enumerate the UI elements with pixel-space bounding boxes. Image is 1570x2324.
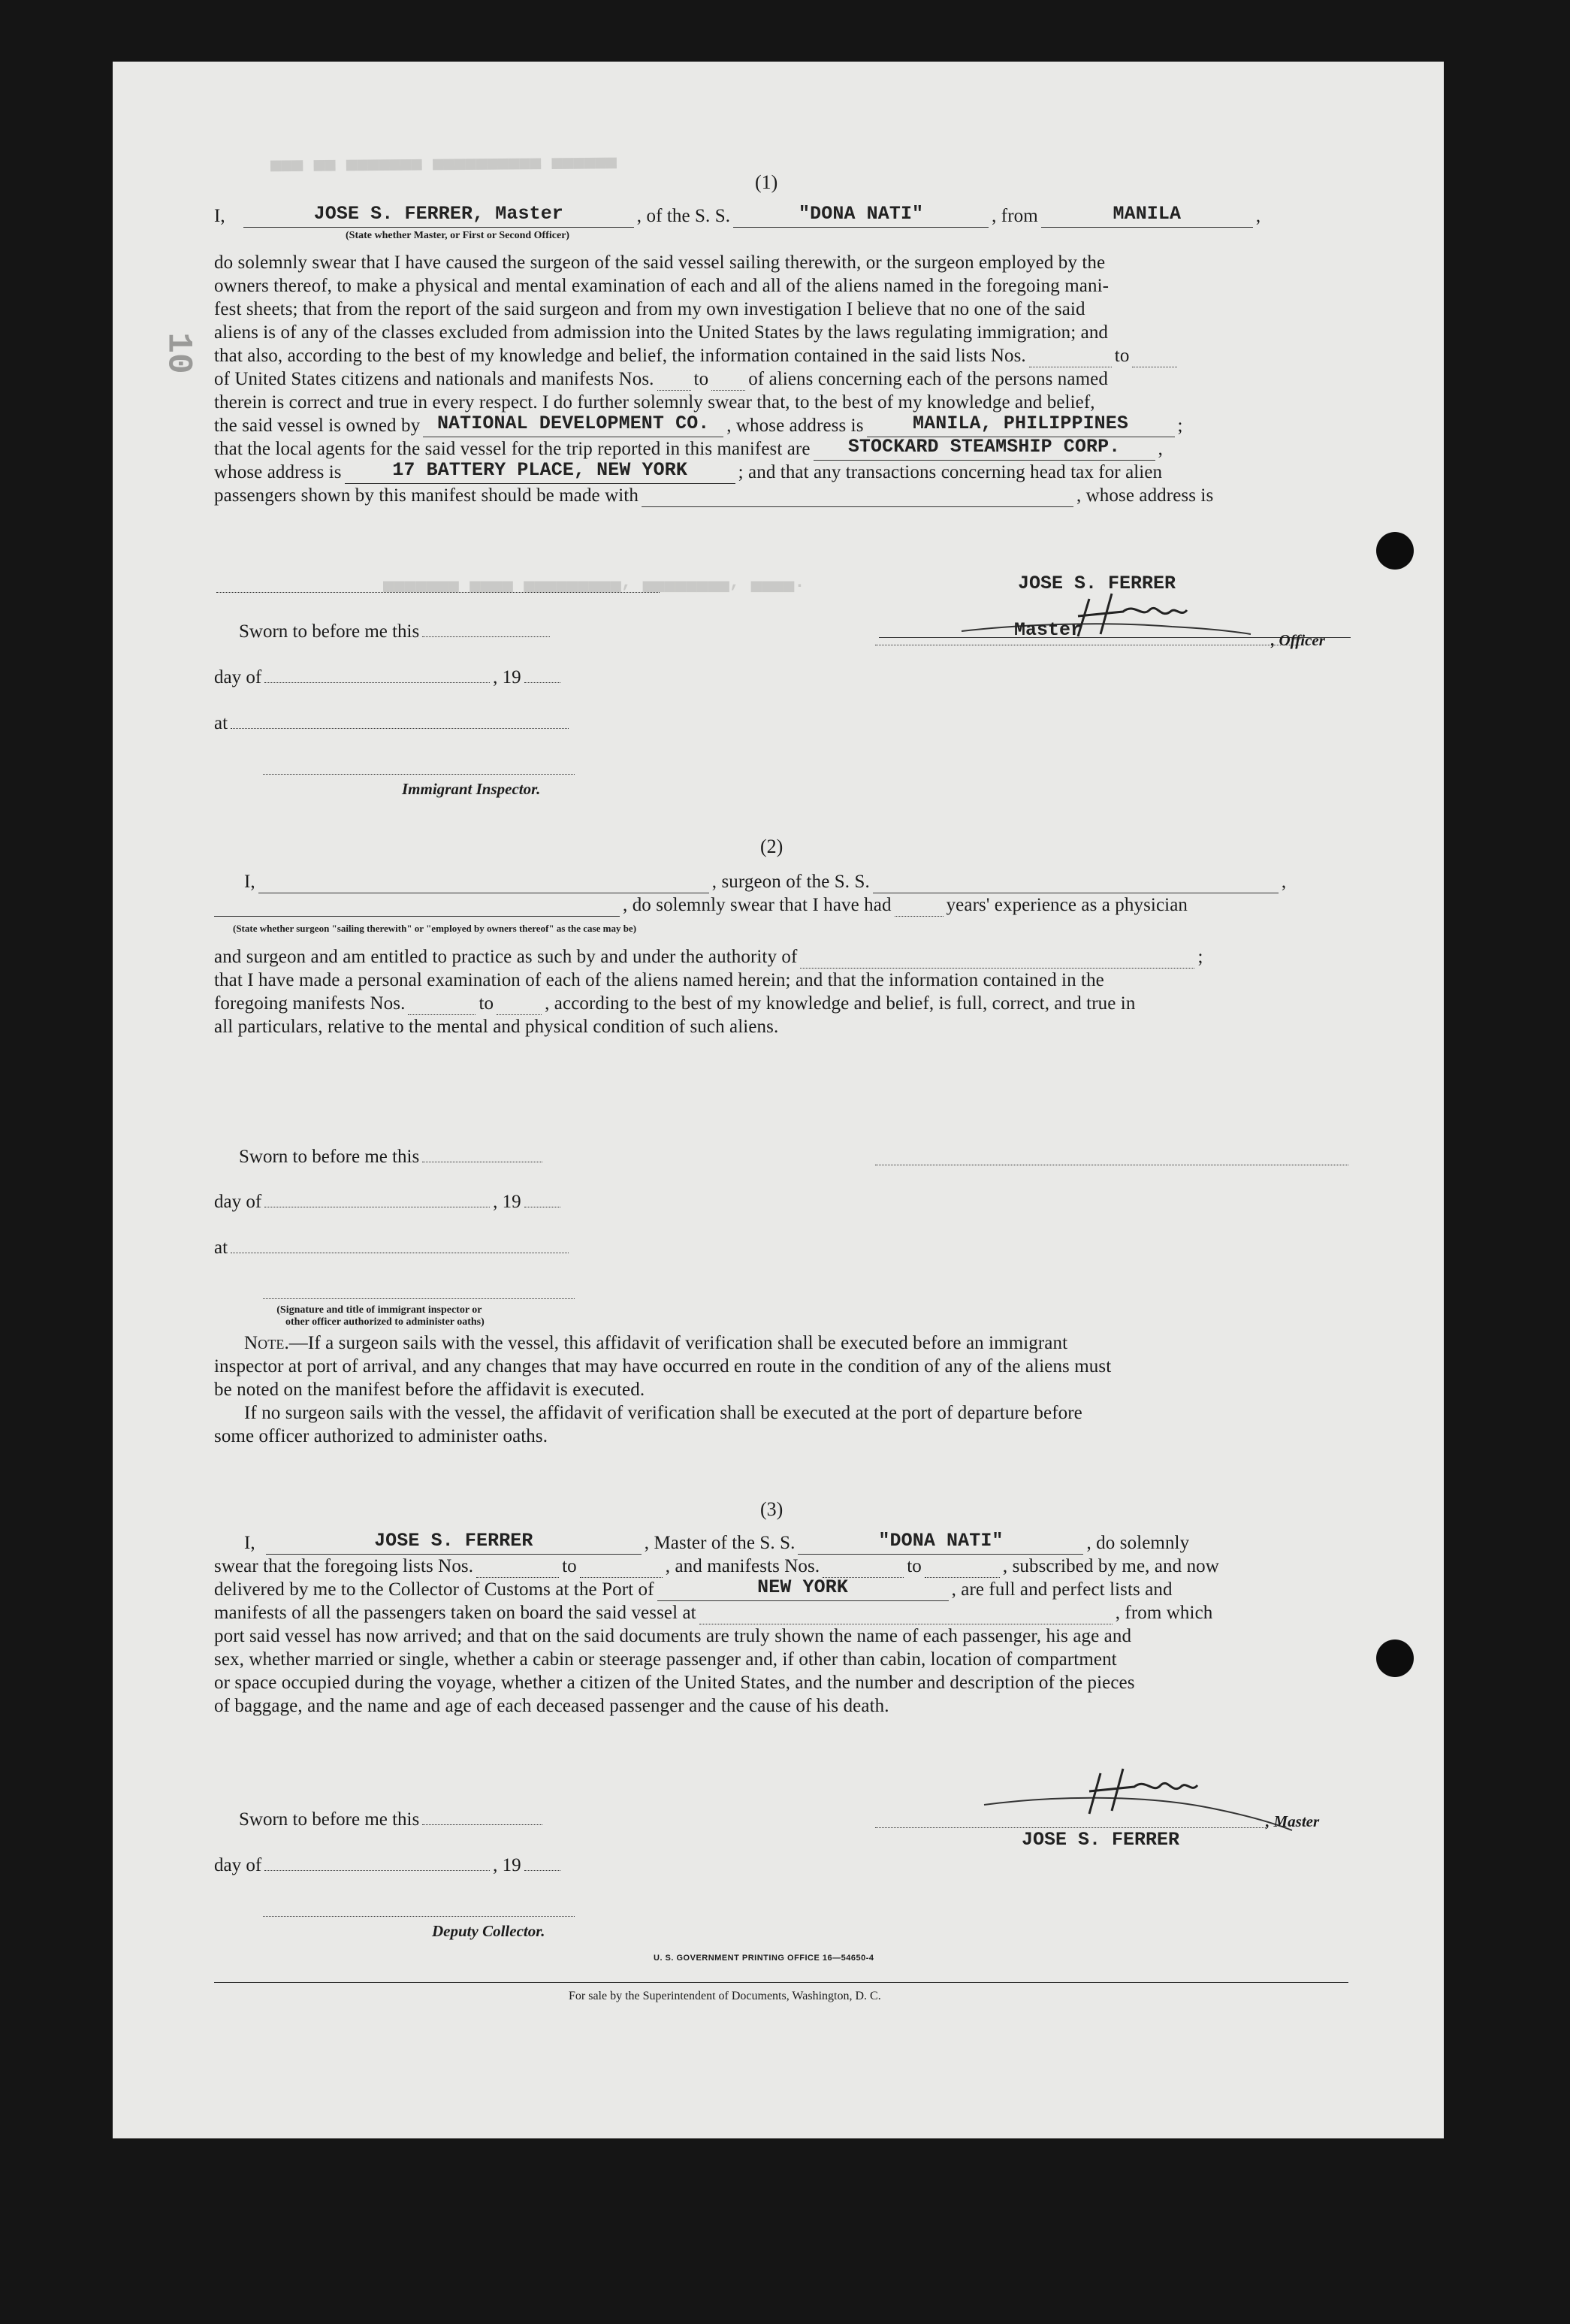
immigrant-inspector-label: Immigrant Inspector.	[402, 780, 541, 798]
manifest-affidavit-page: ▄▄▄ ▄▄ ▄▄▄▄▄▄▄ ▄▄▄▄▄▄▄▄▄▄ ▄▄▄▄▄▄ ▄▄▄▄▄▄▄ ▄▄▄▄ ▄▄▄▄▄▄▄▄▄, ▄▄▄▄▄▄▄▄, ▄▄▄▄. 10 (1) I, JOSE S. FERRER, Master , of the S. S. "DONA NATI" , from MANILA , (State whether Master, or First or Second Officer) do solemnly swear that I have caused the surgeon of the said vessel sailing therewith, or the surgeon employed by the owners thereof, to make a physical and mental examination of each and all of the aliens named in the foregoing mani- fest sheets; that from the report of the said surgeon and from my own investigation I believe that no one of the said aliens is of any of the classes excluded from admission into the United States by the laws regulating immigration; and that also, according to the best of my knowledge and belief, the information contained in the said lists Nos. to of United States citizens and nationals and manifests Nos. to of aliens concerning each of the persons named therein is correct and true in every respect. I do further solemnly swear that, to the best of my knowledge and belief, the said vessel is owned by NATIONAL DEVELOPMENT CO. , whose address is MANILA, PHILIPPINES ; that the local agents for the said vessel for the trip reported in this manifest are STOCKARD STEAMSHIP CORP. , whose address is 17 BATTERY PLACE, NEW YORK ; and that any transactions concerning head tax for alien passengers shown by this manifest should be made with , whose address is Sworn to before me this day of , 19 at Immigrant Inspector. JOSE S. FERRER Master , Officer (2) I, , surgeon of the S. S. , , do solemnly swear that I have had years' experience as a physician (State whether surgeon "sailing therewith" or "employed by owners thereof" as the case may be) and surgeon and am entitled to practice as such by and under the authority of ; that I have made a personal examination of each of the aliens named herein; and that the information contained in the foregoing manifests Nos. to , according to the best of my knowledge and belief, is full, correct, and true in all particulars, relative to the mental and physical condition of such aliens. Sworn to before me this day of , 19 at (Signature and title of immigrant inspector or other officer authorized to administer oaths) Note. —If a surgeon sails with the vessel, this affidavit of verification shall be executed before an immigrant inspector at port of arrival, and any changes that may have occurred en route in the condition of any of the aliens must be noted on the manifest before the affidavit is executed. If no surgeon sails with the vessel, the affidavit of verification shall be executed at the port of departure before some officer authorized to administer oaths. (3) I, JOSE S. FERRER , Master of the S. S. "DONA NATI" , do solemnly swear that the foregoing lists Nos. to , and manifests Nos. to , subscribed by me, and now delivered by me to the Collector of Customs at the Port of NEW YORK , are full and perfect lists and manifests of all the passengers taken on board the said vessel at , from which port said vessel has now arrived; and that on the said documents are truly shown the name of each passenger, his age and sex, whether married or single, whether a cabin or steerage passenger and, if other than cabin, location of compartment or space occupied during the voyage, whether a citizen of the United States, and the number and description of the pieces of baggage, and the name and age of each deceased passenger and the cause of his death. Sworn to before me this , Master JOSE S. FERRER day of , 19 Deputy Collector. U. S. GOVERNMENT PRINTING OFFICE 16—54650-4 For sale by the Superintendent of Documents, Washington, D. C.	[113, 62, 1444, 2138]
head-tax-field	[642, 490, 1073, 507]
master-typed-name: JOSE S. FERRER	[1018, 573, 1176, 594]
s2-note-paragraph: Note. —If a surgeon sails with the vessel, this affidavit of verification shall be executed before an immigrant inspector at port of arrival, and any changes that may have occurred en route in the condition of any of the aliens must be noted on the manifest before the affidavit is executed. If no surgeon sails with the vessel, the affidavit of verification shall be executed at the port of departure before some officer authorized to administer oaths.	[214, 1333, 1112, 1446]
surgeon-vessel-field	[873, 876, 1279, 893]
s1-line-1: I, JOSE S. FERRER, Master , of the S. S. "DONA NATI" , from MANILA ,	[214, 203, 1261, 226]
s2-paragraph: and surgeon and am entitled to practice as such by and under the authority of ; that I have made a personal examination of each of the aliens named herein; and that the information contained in the foregoing manifests Nos. to , according to the best of my knowledge and belief, is full, correct, and true in all particulars, relative to the mental and physical condition of such aliens.	[214, 947, 1203, 1037]
s1-paragraph: do solemnly swear that I have caused the surgeon of the said vessel sailing therewith, or the surgeon employed by the owners thereof, to make a physical and mental examination of each and all of the aliens named in the foregoing mani- fest sheets; that from the report of the said surgeon and from my own investigation I believe that no one of the said aliens is of any of the classes excluded from admission into the United States by the laws regulating immigration; and that also, according to the best of my knowledge and belief, the information contained in the said lists Nos. to of United States citizens and nationals and manifests Nos. to of aliens concerning each of the persons named therein is correct and true in every respect. I do further solemnly swear that, to the best of my knowledge and belief, the said vessel is owned by NATIONAL DEVELOPMENT CO. , whose address is MANILA, PHILIPPINES ; that the local agents for the said vessel for the trip reported in this manifest are STOCKARD STEAMSHIP CORP. , whose address is 17 BATTERY PLACE, NEW YORK ; and that any transactions concerning head tax for alien passengers shown by this manifest should be made with , whose address is	[214, 252, 1214, 506]
master-name-field: JOSE S. FERRER, Master	[243, 210, 634, 228]
footer-rule	[214, 1982, 1348, 1983]
vessel-name-field: "DONA NATI"	[733, 210, 989, 228]
master-signature-3	[962, 1752, 1307, 1835]
bleed-through-text-2: ▄▄▄▄▄▄▄ ▄▄▄▄ ▄▄▄▄▄▄▄▄▄, ▄▄▄▄▄▄▄▄, ▄▄▄▄.	[383, 573, 805, 593]
agents-address-field: 17 BATTERY PLACE, NEW YORK	[345, 467, 735, 484]
owner-address-field: MANILA, PHILIPPINES	[867, 420, 1175, 437]
deputy-collector-label: Deputy Collector.	[432, 1922, 545, 1940]
section-1-number: (1)	[755, 171, 778, 193]
section-1-body	[214, 204, 1341, 228]
margin-number: 10	[159, 332, 198, 374]
s2-officer-signature-line	[263, 1298, 575, 1299]
s3-vessel-field: "DONA NATI"	[798, 1537, 1083, 1555]
binder-hole-bottom	[1376, 1639, 1414, 1677]
agents-field: STOCKARD STEAMSHIP CORP.	[814, 443, 1155, 461]
owner-field: NATIONAL DEVELOPMENT CO.	[423, 420, 723, 437]
inspector-signature-line	[263, 774, 575, 775]
s1-officer-note: (State whether Master, or First or Second Officer)	[346, 230, 570, 241]
sale-notice: For sale by the Superintendent of Documents, Washington, D. C.	[569, 1990, 881, 2002]
section-2-body: I, , surgeon of the S. S. , , do solemnly swear that I have had years' experience as a physician	[214, 870, 1341, 917]
section-3-body: I, JOSE S. FERRER , Master of the S. S. "DONA NATI" , do solemnly swear that the foregoing lists Nos. to , and manifests Nos. to , subscribed by me, and now delivered by me to the Collector of Customs at the Port of NEW YORK , are full and perfect lists and manifests of all the passengers taken on board the said vessel at , from which port said vessel has now arrived; and that on the said documents are truly shown the name of each passenger, his age and sex, whether married or single, whether a cabin or steerage passenger and, if other than cabin, location of compartment or space occupied during the voyage, whether a citizen of the United States, and the number and description of the pieces of baggage, and the name and age of each deceased passenger and the cause of his death.	[214, 1530, 1219, 1716]
s3-master-typed-name: JOSE S. FERRER	[1022, 1829, 1180, 1851]
s2-surgeon-note: (State whether surgeon "sailing therewith" or "employed by owners thereof" as the case may be)	[233, 923, 637, 934]
s1-address-line	[216, 592, 660, 593]
section-2-number: (2)	[760, 836, 783, 857]
years-field	[895, 901, 944, 917]
bleed-through-text: ▄▄▄ ▄▄ ▄▄▄▄▄▄▄ ▄▄▄▄▄▄▄▄▄▄ ▄▄▄▄▄▄	[270, 148, 617, 173]
officer-label: , Officer	[1271, 631, 1325, 649]
s3-master-signature-line	[875, 1827, 1266, 1828]
deputy-collector-line	[263, 1916, 575, 1917]
master-title-typed: Master	[1014, 619, 1082, 641]
gpo-imprint: U. S. GOVERNMENT PRINTING OFFICE 16—54650-4	[654, 1954, 874, 1963]
s3-port-field: NEW YORK	[657, 1584, 949, 1601]
s3-master-field: JOSE S. FERRER	[266, 1537, 642, 1555]
s3-master-label: , Master	[1266, 1812, 1320, 1830]
binder-hole-top	[1376, 532, 1414, 570]
from-port-field: MANILA	[1041, 210, 1253, 228]
surgeon-status-field	[214, 899, 620, 917]
section-3-number: (3)	[760, 1498, 783, 1520]
surgeon-name-field	[258, 876, 709, 893]
